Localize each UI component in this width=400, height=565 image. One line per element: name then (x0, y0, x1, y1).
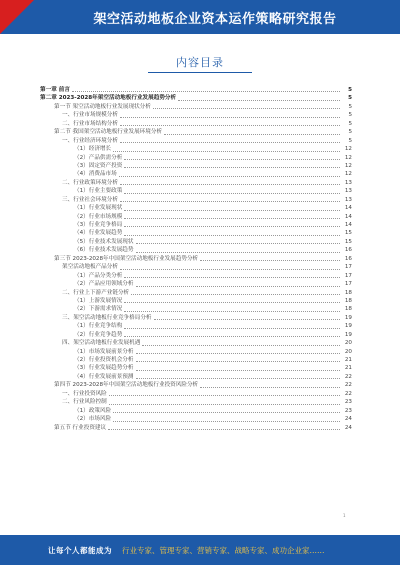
toc-entry-text: 架空活动地板产品分析 (62, 264, 118, 271)
toc-entry-text: 一、行业市场规模分析 (62, 112, 118, 119)
toc-entry-text: 三、架空活动地板行业竞争格局分析 (62, 314, 152, 321)
toc-entry-text: （4）行业发展前景预测 (74, 373, 134, 380)
toc-leader-dots (164, 133, 340, 135)
report-header (0, 0, 400, 34)
toc-row[interactable] (40, 381, 352, 389)
toc-entry-text: （1）经济增长 (74, 146, 112, 153)
toc-entry-text: 第一章 前言 (40, 87, 70, 93)
toc-entry-text: （1）市场发展前景分析 (74, 348, 134, 355)
toc-leader-dots (131, 293, 340, 295)
toc-leader-dots (109, 394, 340, 396)
toc-row[interactable] (40, 162, 352, 170)
toc-row[interactable] (40, 289, 352, 297)
toc-heading-underline (148, 72, 252, 73)
toc-page-number: 5 (348, 103, 352, 110)
toc-leader-dots (72, 90, 340, 92)
toc-leader-dots (136, 242, 341, 244)
toc-page-number: 17 (344, 272, 352, 279)
toc-page-number: 21 (344, 365, 352, 372)
toc-row[interactable] (40, 154, 352, 162)
toc-row[interactable] (40, 120, 352, 128)
toc-page-number: 13 (344, 179, 352, 186)
toc-leader-dots (154, 318, 340, 320)
toc-page-number: 15 (344, 238, 352, 245)
toc-entry-text: （1）政策风险 (74, 407, 112, 414)
toc-leader-dots (200, 386, 340, 388)
toc-page-number: 15 (344, 230, 352, 237)
toc-row[interactable] (40, 246, 352, 254)
toc-entry-text: （5）行业技术发展现状 (74, 238, 134, 245)
toc-leader-dots (124, 310, 340, 312)
toc-entry-text: 第五节 行业投资建议 (54, 424, 107, 431)
toc-entry-text: 四、架空活动地板行业发展机遇 (62, 340, 141, 347)
toc-row[interactable] (40, 196, 352, 204)
toc-row[interactable] (40, 407, 352, 415)
toc-entry-text: （3）行业发展趋势分析 (74, 365, 134, 372)
toc-leader-dots (124, 192, 340, 194)
toc-row[interactable] (40, 322, 352, 330)
toc-entry-text: （2）下游需求情况 (74, 306, 123, 313)
toc-page-number: 5 (348, 129, 352, 136)
toc-row[interactable] (40, 280, 352, 288)
footer-slogan-right: 行业专家、管理专家、营销专家、战略专家、成功企业家…… (122, 546, 325, 555)
toc-page-number: 18 (344, 306, 352, 313)
toc-page-number: 14 (344, 222, 352, 228)
toc-page-number: 20 (344, 348, 352, 355)
toc-row[interactable] (40, 179, 352, 187)
toc-row[interactable] (40, 128, 352, 136)
toc-page-number: 12 (344, 171, 352, 178)
toc-row[interactable] (40, 229, 352, 237)
toc-entry-text: 二、行业上下游产业链分析 (62, 289, 130, 296)
toc-page-number: 14 (344, 213, 352, 220)
toc-entry-text: （2）行业投资机会分析 (74, 357, 134, 363)
toc-row[interactable] (40, 415, 352, 423)
toc-leader-dots (120, 141, 340, 143)
toc-entry-text: （3）行业竞争格局 (74, 222, 123, 228)
toc-leader-dots (124, 225, 340, 227)
toc-page-number: 5 (348, 120, 352, 127)
toc-entry-text: 第一节 架空活动地板行业发展现状分析 (54, 103, 151, 110)
toc-leader-dots (108, 428, 340, 430)
toc-page-number: 20 (344, 340, 352, 347)
toc-leader-dots (113, 150, 340, 152)
toc-row[interactable] (40, 314, 352, 322)
toc-page-number: 16 (344, 247, 352, 254)
toc-leader-dots (153, 107, 340, 109)
toc-leader-dots (124, 234, 340, 236)
toc-entry-text: 三、行业社会环境分析 (62, 196, 118, 203)
toc-entry-text: （2）产品供需分析 (74, 154, 123, 161)
toc-row[interactable] (40, 255, 352, 263)
toc-leader-dots (120, 183, 340, 185)
toc-leader-dots (120, 124, 340, 126)
toc-leader-dots (109, 403, 340, 405)
toc-heading: 内容目录 (176, 56, 224, 69)
toc-leader-dots (120, 200, 340, 202)
toc-row[interactable] (40, 170, 352, 178)
toc-page-number: 23 (344, 407, 352, 414)
toc-page-number: 22 (344, 390, 352, 397)
toc-leader-dots (136, 352, 341, 354)
toc-leader-dots (124, 158, 340, 160)
toc-page-number: 13 (344, 188, 352, 195)
toc-page-number: 5 (348, 137, 352, 144)
toc-page-number: 19 (344, 314, 352, 321)
toc-leader-dots (120, 116, 340, 118)
toc-page-number: 21 (344, 357, 352, 363)
toc-entry-text: （6）行业技术发展趋势 (74, 247, 134, 254)
toc-leader-dots (136, 251, 341, 253)
toc-row[interactable] (40, 339, 352, 347)
toc-row[interactable] (40, 204, 352, 212)
toc-leader-dots (124, 209, 340, 211)
toc-page-number: 5 (348, 95, 352, 102)
toc-entry-text: 二、行业市场结构分析 (62, 120, 118, 127)
page-number: 1 (343, 513, 346, 518)
toc-page-number: 22 (344, 382, 352, 389)
toc-row[interactable] (40, 238, 352, 246)
toc-page-number: 23 (344, 399, 352, 406)
toc-entry-text: （4）行业发展趋势 (74, 230, 123, 237)
toc-leader-dots (124, 335, 340, 337)
toc-page-number: 12 (344, 146, 352, 153)
toc-entry-text: （2）行业市场规模 (74, 213, 123, 220)
toc-entry-text: 一、行业经济环境分析 (62, 137, 118, 144)
toc-row[interactable] (40, 272, 352, 280)
toc-entry-text: 第四节 2023-2028年中国架空活动地板行业投资风险分析 (54, 382, 199, 389)
toc-entry-text: （4）消费品市场 (74, 171, 117, 178)
toc-leader-dots (136, 285, 341, 287)
toc-leader-dots (136, 360, 341, 362)
toc-row[interactable] (40, 221, 352, 229)
table-of-contents (40, 86, 352, 432)
toc-row[interactable] (40, 297, 352, 305)
toc-row[interactable] (40, 305, 352, 313)
toc-page-number: 13 (344, 196, 352, 203)
toc-page-number: 18 (344, 297, 352, 304)
toc-leader-dots (113, 411, 340, 413)
toc-page-number: 5 (348, 112, 352, 119)
toc-leader-dots (124, 301, 340, 303)
toc-entry-text: 第二章 2023-2028年架空活动地板行业发展趋势分析 (40, 95, 177, 102)
toc-row[interactable] (40, 213, 352, 221)
toc-row[interactable] (40, 424, 352, 432)
toc-entry-text: （1）行业竞争结构 (74, 323, 123, 330)
toc-page-number: 24 (344, 416, 352, 423)
toc-row[interactable] (40, 331, 352, 339)
toc-page-number: 16 (344, 255, 352, 262)
toc-row[interactable] (40, 364, 352, 372)
toc-page-number: 19 (344, 331, 352, 338)
toc-row[interactable] (40, 94, 352, 102)
toc-leader-dots (136, 377, 341, 379)
toc-leader-dots (124, 166, 340, 168)
toc-row[interactable] (40, 86, 352, 94)
toc-entry-text: （1）产品分类分析 (74, 272, 123, 279)
toc-leader-dots (124, 276, 340, 278)
toc-page-number: 12 (344, 162, 352, 169)
toc-page-number: 22 (344, 373, 352, 380)
toc-entry-text: （1）上游发展情况 (74, 297, 123, 304)
toc-entry-text: 二、行业政策环境分析 (62, 179, 118, 186)
toc-entry-text: 第三节 2023-2028年中国架空活动地板行业发展趋势分析 (54, 255, 199, 262)
toc-row[interactable] (40, 390, 352, 398)
toc-row[interactable] (40, 348, 352, 356)
toc-row[interactable] (40, 373, 352, 381)
toc-row[interactable] (40, 398, 352, 406)
toc-page-number: 5 (348, 87, 352, 93)
toc-row[interactable] (40, 137, 352, 145)
toc-entry-text: （1）行业发展现状 (74, 205, 123, 212)
toc-leader-dots (142, 344, 340, 346)
toc-leader-dots (124, 217, 340, 219)
toc-row[interactable] (40, 103, 352, 111)
toc-page-number: 18 (344, 289, 352, 296)
toc-page-number: 17 (344, 264, 352, 271)
toc-entry-text: （3）固定资产投资 (74, 162, 123, 169)
toc-leader-dots (119, 175, 340, 177)
toc-entry-text: 第二节 我国架空活动地板行业发展环境分析 (54, 129, 163, 136)
report-title: 架空活动地板企业资本运作策略研究报告 (93, 12, 337, 27)
toc-leader-dots (124, 327, 340, 329)
toc-leader-dots (120, 268, 340, 270)
toc-page-number: 12 (344, 154, 352, 161)
toc-page-number: 19 (344, 323, 352, 330)
toc-entry-text: （2）行业竞争趋势 (74, 331, 123, 338)
toc-page-number: 17 (344, 281, 352, 288)
toc-leader-dots (113, 420, 340, 422)
toc-page-number: 14 (344, 205, 352, 212)
footer-slogan-left: 让每个人都能成为 (48, 546, 112, 555)
toc-page-number: 24 (344, 424, 352, 431)
toc-row[interactable] (40, 111, 352, 119)
toc-leader-dots (200, 259, 340, 261)
toc-entry-text: （1）行业主要政策 (74, 188, 123, 195)
toc-row[interactable] (40, 145, 352, 153)
toc-leader-dots (178, 99, 340, 101)
toc-entry-text: 二、行业风险控制 (62, 399, 107, 406)
toc-row[interactable] (40, 187, 352, 195)
toc-entry-text: （2）产品应用领域分析 (74, 281, 134, 288)
toc-leader-dots (136, 369, 341, 371)
header-corner-accent (0, 0, 34, 34)
toc-entry-text: （2）市场风险 (74, 416, 112, 423)
report-footer (0, 535, 400, 565)
toc-row[interactable] (40, 263, 352, 271)
toc-entry-text: 一、行业投资风险 (62, 390, 107, 397)
toc-row[interactable] (40, 356, 352, 364)
